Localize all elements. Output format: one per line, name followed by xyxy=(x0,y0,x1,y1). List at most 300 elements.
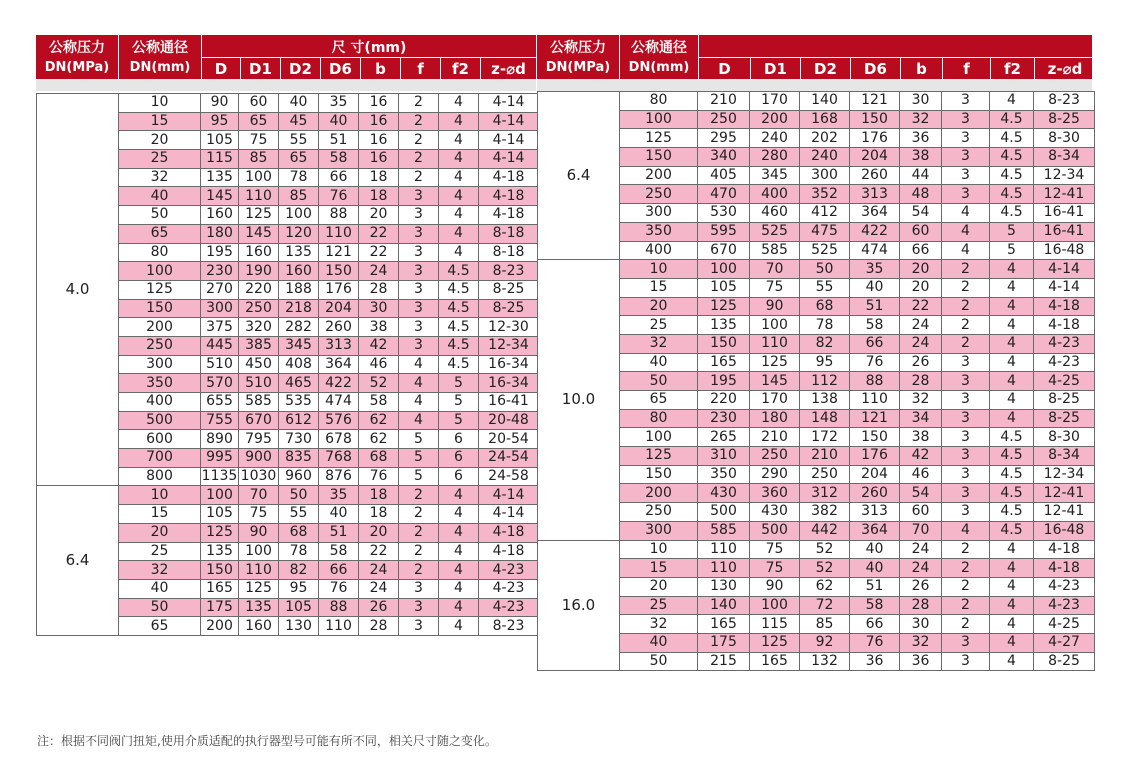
value-cell: 4 xyxy=(990,391,1034,410)
column-header-4: D6 xyxy=(329,59,352,78)
value-cell: 4-14 xyxy=(479,112,539,131)
bore-unit: DN(mm) xyxy=(628,60,690,75)
value-cell: 4 xyxy=(990,615,1034,634)
value-cell: 12-34 xyxy=(1034,166,1095,185)
value-cell: 12-41 xyxy=(1034,185,1095,204)
bore-cell: 10 xyxy=(620,540,698,559)
bore-cell: 700 xyxy=(119,449,201,468)
column-header-1: D xyxy=(718,59,731,78)
value-cell: 22 xyxy=(359,224,399,243)
value-cell: 4 xyxy=(990,334,1034,353)
value-cell: 450 xyxy=(239,355,279,374)
column-header-5: b xyxy=(916,59,927,78)
column-header-3: D2 xyxy=(289,59,312,78)
value-cell: 138 xyxy=(800,391,850,410)
value-cell: 90 xyxy=(201,94,239,113)
value-cell: 38 xyxy=(900,428,942,447)
value-cell: 678 xyxy=(319,430,359,449)
value-cell: 24 xyxy=(359,579,399,598)
value-cell: 295 xyxy=(698,129,750,148)
table-row xyxy=(538,166,1095,185)
value-cell: 4-18 xyxy=(479,187,539,206)
column-header-7: f2 xyxy=(1004,59,1021,78)
pressure-cell: 4.0 xyxy=(37,94,119,486)
value-cell: 32 xyxy=(900,391,942,410)
bore-cell: 200 xyxy=(620,166,698,185)
table-row xyxy=(538,148,1095,167)
value-cell: 135 xyxy=(279,243,319,262)
value-cell: 51 xyxy=(319,523,359,542)
left-header-bar xyxy=(36,35,536,79)
value-cell: 3 xyxy=(399,598,439,617)
value-cell: 4 xyxy=(399,355,439,374)
value-cell: 3 xyxy=(942,391,990,410)
value-cell: 210 xyxy=(698,92,750,111)
value-cell: 3 xyxy=(942,428,990,447)
pressure-unit: DN(MPa) xyxy=(44,60,110,75)
value-cell: 4 xyxy=(439,561,479,580)
value-cell: 460 xyxy=(750,204,800,223)
bore-cell: 25 xyxy=(119,150,201,169)
value-cell: 100 xyxy=(239,168,279,187)
value-cell: 2 xyxy=(399,561,439,580)
value-cell: 4 xyxy=(942,241,990,260)
value-cell: 4-23 xyxy=(1034,577,1095,596)
value-cell: 2 xyxy=(942,316,990,335)
value-cell: 300 xyxy=(800,166,850,185)
column-header-2: D1 xyxy=(249,59,272,78)
value-cell: 176 xyxy=(319,280,359,299)
bore-cell: 65 xyxy=(620,391,698,410)
value-cell: 2 xyxy=(399,131,439,150)
value-cell: 795 xyxy=(239,430,279,449)
table-row xyxy=(538,409,1095,428)
value-cell: 40 xyxy=(279,94,319,113)
value-cell: 4.5 xyxy=(990,129,1034,148)
bore-cell: 32 xyxy=(620,334,698,353)
value-cell: 76 xyxy=(850,633,900,652)
value-cell: 260 xyxy=(850,166,900,185)
value-cell: 130 xyxy=(279,617,319,636)
table-row xyxy=(538,334,1095,353)
value-cell: 8-23 xyxy=(479,617,539,636)
value-cell: 250 xyxy=(750,447,800,466)
value-cell: 4 xyxy=(399,411,439,430)
value-cell: 28 xyxy=(359,617,399,636)
bore-cell: 65 xyxy=(119,617,201,636)
value-cell: 24-54 xyxy=(479,449,539,468)
value-cell: 5 xyxy=(399,449,439,468)
value-cell: 125 xyxy=(239,579,279,598)
table-row xyxy=(37,486,539,505)
bore-cell: 15 xyxy=(620,278,698,297)
value-cell: 121 xyxy=(850,92,900,111)
value-cell: 75 xyxy=(750,540,800,559)
value-cell: 8-30 xyxy=(1034,428,1095,447)
value-cell: 585 xyxy=(698,521,750,540)
value-cell: 408 xyxy=(279,355,319,374)
value-cell: 4 xyxy=(439,505,479,524)
value-cell: 26 xyxy=(900,353,942,372)
value-cell: 4-14 xyxy=(1034,278,1095,297)
value-cell: 320 xyxy=(239,318,279,337)
value-cell: 2 xyxy=(399,523,439,542)
value-cell: 100 xyxy=(279,206,319,225)
value-cell: 4 xyxy=(439,486,479,505)
value-cell: 32 xyxy=(900,110,942,129)
value-cell: 445 xyxy=(201,336,239,355)
bore-cell: 50 xyxy=(119,598,201,617)
value-cell: 115 xyxy=(750,615,800,634)
value-cell: 215 xyxy=(698,652,750,671)
value-cell: 16-41 xyxy=(1034,204,1095,223)
value-cell: 58 xyxy=(319,150,359,169)
value-cell: 38 xyxy=(900,148,942,167)
value-cell: 190 xyxy=(239,262,279,281)
value-cell: 430 xyxy=(698,484,750,503)
bore-cell: 80 xyxy=(119,243,201,262)
value-cell: 55 xyxy=(800,278,850,297)
value-cell: 165 xyxy=(698,353,750,372)
value-cell: 24 xyxy=(359,561,399,580)
value-cell: 204 xyxy=(850,465,900,484)
value-cell: 100 xyxy=(750,316,800,335)
value-cell: 34 xyxy=(900,409,942,428)
value-cell: 364 xyxy=(319,355,359,374)
value-cell: 5 xyxy=(399,430,439,449)
value-cell: 260 xyxy=(850,484,900,503)
value-cell: 16 xyxy=(359,112,399,131)
value-cell: 188 xyxy=(279,280,319,299)
value-cell: 3 xyxy=(942,166,990,185)
value-cell: 4-23 xyxy=(479,598,539,617)
value-cell: 148 xyxy=(800,409,850,428)
value-cell: 160 xyxy=(279,262,319,281)
value-cell: 210 xyxy=(800,447,850,466)
value-cell: 4 xyxy=(990,297,1034,316)
value-cell: 3 xyxy=(942,148,990,167)
value-cell: 110 xyxy=(850,391,900,410)
value-cell: 525 xyxy=(750,222,800,241)
value-cell: 220 xyxy=(698,391,750,410)
value-cell: 88 xyxy=(319,206,359,225)
value-cell: 475 xyxy=(800,222,850,241)
table-row xyxy=(538,559,1095,578)
value-cell: 4 xyxy=(942,521,990,540)
value-cell: 66 xyxy=(850,334,900,353)
value-cell: 36 xyxy=(850,652,900,671)
table-row xyxy=(538,391,1095,410)
value-cell: 230 xyxy=(201,262,239,281)
value-cell: 280 xyxy=(750,148,800,167)
value-cell: 535 xyxy=(279,393,319,412)
value-cell: 125 xyxy=(750,353,800,372)
table-row xyxy=(538,316,1095,335)
table-row xyxy=(538,129,1095,148)
value-cell: 5 xyxy=(439,411,479,430)
table-row xyxy=(538,372,1095,391)
value-cell: 670 xyxy=(698,241,750,260)
bore-cell: 15 xyxy=(119,505,201,524)
value-cell: 350 xyxy=(698,465,750,484)
value-cell: 66 xyxy=(850,615,900,634)
value-cell: 595 xyxy=(698,222,750,241)
bore-cell: 300 xyxy=(620,521,698,540)
value-cell: 3 xyxy=(942,465,990,484)
bore-cell: 50 xyxy=(620,652,698,671)
value-cell: 68 xyxy=(359,449,399,468)
bore-cell: 32 xyxy=(119,561,201,580)
bore-cell: 80 xyxy=(620,92,698,111)
value-cell: 3 xyxy=(942,633,990,652)
value-cell: 100 xyxy=(750,596,800,615)
bore-cell: 800 xyxy=(119,467,201,486)
value-cell: 44 xyxy=(900,166,942,185)
value-cell: 4 xyxy=(942,204,990,223)
value-cell: 200 xyxy=(201,617,239,636)
bore-cell: 20 xyxy=(119,131,201,150)
value-cell: 8-25 xyxy=(1034,110,1095,129)
column-header-8: z-⌀d xyxy=(1047,59,1083,78)
value-cell: 4-14 xyxy=(479,505,539,524)
value-cell: 4-14 xyxy=(479,150,539,169)
value-cell: 2 xyxy=(942,278,990,297)
value-cell: 576 xyxy=(319,411,359,430)
value-cell: 72 xyxy=(800,596,850,615)
left-header-band xyxy=(36,79,536,91)
value-cell: 110 xyxy=(319,224,359,243)
value-cell: 40 xyxy=(850,278,900,297)
value-cell: 4 xyxy=(990,372,1034,391)
bore-cell: 150 xyxy=(620,148,698,167)
value-cell: 260 xyxy=(319,318,359,337)
bore-cell: 200 xyxy=(620,484,698,503)
value-cell: 313 xyxy=(319,336,359,355)
value-cell: 2 xyxy=(399,112,439,131)
bore-cell: 300 xyxy=(119,355,201,374)
value-cell: 8-23 xyxy=(479,262,539,281)
value-cell: 612 xyxy=(279,411,319,430)
value-cell: 8-25 xyxy=(1034,409,1095,428)
value-cell: 180 xyxy=(201,224,239,243)
value-cell: 430 xyxy=(750,503,800,522)
value-cell: 4.5 xyxy=(990,447,1034,466)
value-cell: 4.5 xyxy=(990,521,1034,540)
value-cell: 22 xyxy=(359,542,399,561)
value-cell: 4 xyxy=(990,596,1034,615)
value-cell: 78 xyxy=(279,168,319,187)
value-cell: 140 xyxy=(800,92,850,111)
value-cell: 24 xyxy=(359,262,399,281)
value-cell: 12-41 xyxy=(1034,503,1095,522)
value-cell: 28 xyxy=(359,280,399,299)
value-cell: 240 xyxy=(750,129,800,148)
value-cell: 4.5 xyxy=(439,355,479,374)
bore-cell: 20 xyxy=(620,577,698,596)
table-row xyxy=(538,633,1095,652)
value-cell: 4.5 xyxy=(439,262,479,281)
value-cell: 54 xyxy=(900,484,942,503)
bore-cell: 40 xyxy=(119,187,201,206)
value-cell: 364 xyxy=(850,521,900,540)
value-cell: 250 xyxy=(698,110,750,129)
bore-cell: 10 xyxy=(119,94,201,113)
bore-cell: 25 xyxy=(620,596,698,615)
value-cell: 40 xyxy=(319,112,359,131)
value-cell: 12-41 xyxy=(1034,484,1095,503)
value-cell: 150 xyxy=(850,110,900,129)
value-cell: 4 xyxy=(439,243,479,262)
value-cell: 5 xyxy=(990,222,1034,241)
value-cell: 4.5 xyxy=(439,318,479,337)
value-cell: 24 xyxy=(900,559,942,578)
value-cell: 90 xyxy=(750,577,800,596)
value-cell: 68 xyxy=(800,297,850,316)
value-cell: 165 xyxy=(750,652,800,671)
value-cell: 4 xyxy=(990,540,1034,559)
value-cell: 165 xyxy=(698,615,750,634)
value-cell: 76 xyxy=(359,467,399,486)
table-row xyxy=(538,540,1095,559)
value-cell: 121 xyxy=(319,243,359,262)
value-cell: 51 xyxy=(850,577,900,596)
value-cell: 4-18 xyxy=(479,168,539,187)
bore-cell: 32 xyxy=(119,168,201,187)
column-header-5: b xyxy=(375,59,386,78)
value-cell: 474 xyxy=(319,393,359,412)
value-cell: 300 xyxy=(201,299,239,318)
value-cell: 75 xyxy=(239,505,279,524)
value-cell: 125 xyxy=(201,523,239,542)
value-cell: 110 xyxy=(239,187,279,206)
value-cell: 36 xyxy=(900,652,942,671)
table-row xyxy=(538,521,1095,540)
value-cell: 2 xyxy=(399,150,439,169)
value-cell: 510 xyxy=(239,374,279,393)
value-cell: 58 xyxy=(850,596,900,615)
value-cell: 48 xyxy=(900,185,942,204)
value-cell: 135 xyxy=(239,598,279,617)
value-cell: 52 xyxy=(359,374,399,393)
value-cell: 3 xyxy=(942,484,990,503)
table-row xyxy=(538,222,1095,241)
value-cell: 282 xyxy=(279,318,319,337)
bore-cell: 250 xyxy=(119,336,201,355)
value-cell: 4 xyxy=(439,579,479,598)
value-cell: 204 xyxy=(319,299,359,318)
value-cell: 375 xyxy=(201,318,239,337)
bore-cell: 80 xyxy=(620,409,698,428)
value-cell: 20 xyxy=(359,206,399,225)
table-row xyxy=(538,596,1095,615)
table-row xyxy=(538,428,1095,447)
value-cell: 364 xyxy=(850,204,900,223)
pressure-unit: DN(MPa) xyxy=(545,60,611,75)
right-header-band xyxy=(537,79,1092,91)
value-cell: 4 xyxy=(990,92,1034,111)
value-cell: 4-14 xyxy=(479,131,539,150)
value-cell: 4 xyxy=(439,598,479,617)
bore-cell: 600 xyxy=(119,430,201,449)
value-cell: 510 xyxy=(201,355,239,374)
value-cell: 51 xyxy=(319,131,359,150)
value-cell: 4-23 xyxy=(479,579,539,598)
value-cell: 2 xyxy=(399,94,439,113)
value-cell: 1135 xyxy=(201,468,238,485)
value-cell: 16-41 xyxy=(1034,222,1095,241)
value-cell: 65 xyxy=(279,150,319,169)
bore-cell: 350 xyxy=(119,374,201,393)
value-cell: 36 xyxy=(900,129,942,148)
column-header-2: D1 xyxy=(764,59,787,78)
size-title: 尺 寸(mm) xyxy=(331,39,407,56)
value-cell: 12-34 xyxy=(479,336,539,355)
value-cell: 24 xyxy=(900,334,942,353)
value-cell: 52 xyxy=(800,559,850,578)
value-cell: 4-18 xyxy=(479,206,539,225)
value-cell: 125 xyxy=(698,297,750,316)
value-cell: 8-18 xyxy=(479,243,539,262)
value-cell: 2 xyxy=(942,615,990,634)
value-cell: 120 xyxy=(279,224,319,243)
value-cell: 4 xyxy=(439,187,479,206)
value-cell: 16-48 xyxy=(1034,521,1095,540)
value-cell: 4 xyxy=(439,112,479,131)
pressure-cell: 16.0 xyxy=(538,540,620,671)
value-cell: 474 xyxy=(850,241,900,260)
value-cell: 18 xyxy=(359,168,399,187)
value-cell: 412 xyxy=(800,204,850,223)
value-cell: 3 xyxy=(942,652,990,671)
value-cell: 76 xyxy=(850,353,900,372)
value-cell: 530 xyxy=(698,204,750,223)
bore-cell: 150 xyxy=(620,465,698,484)
value-cell: 16-34 xyxy=(479,374,539,393)
right-header-bar xyxy=(537,35,1092,79)
value-cell: 4.5 xyxy=(990,428,1034,447)
bore-cell: 125 xyxy=(119,280,201,299)
value-cell: 4 xyxy=(439,150,479,169)
value-cell: 4 xyxy=(990,278,1034,297)
value-cell: 4-18 xyxy=(479,523,539,542)
value-cell: 3 xyxy=(399,617,439,636)
bore-cell: 15 xyxy=(620,559,698,578)
bore-cell: 500 xyxy=(119,411,201,430)
value-cell: 2 xyxy=(942,260,990,279)
value-cell: 145 xyxy=(239,224,279,243)
value-cell: 82 xyxy=(279,561,319,580)
value-cell: 85 xyxy=(800,615,850,634)
column-header-7: f2 xyxy=(452,59,469,78)
value-cell: 4.5 xyxy=(990,503,1034,522)
column-header-1: D xyxy=(214,59,228,78)
table-row xyxy=(538,465,1095,484)
value-cell: 55 xyxy=(279,131,319,150)
value-cell: 115 xyxy=(201,150,239,169)
value-cell: 20 xyxy=(359,523,399,542)
value-cell: 88 xyxy=(850,372,900,391)
value-cell: 210 xyxy=(750,428,800,447)
value-cell: 4 xyxy=(439,523,479,542)
value-cell: 960 xyxy=(279,467,319,486)
value-cell: 465 xyxy=(279,374,319,393)
value-cell: 4 xyxy=(990,316,1034,335)
bore-cell: 125 xyxy=(620,447,698,466)
value-cell: 6 xyxy=(439,430,479,449)
value-cell: 4-23 xyxy=(1034,596,1095,615)
value-cell: 62 xyxy=(359,430,399,449)
pressure-cell: 10.0 xyxy=(538,260,620,540)
